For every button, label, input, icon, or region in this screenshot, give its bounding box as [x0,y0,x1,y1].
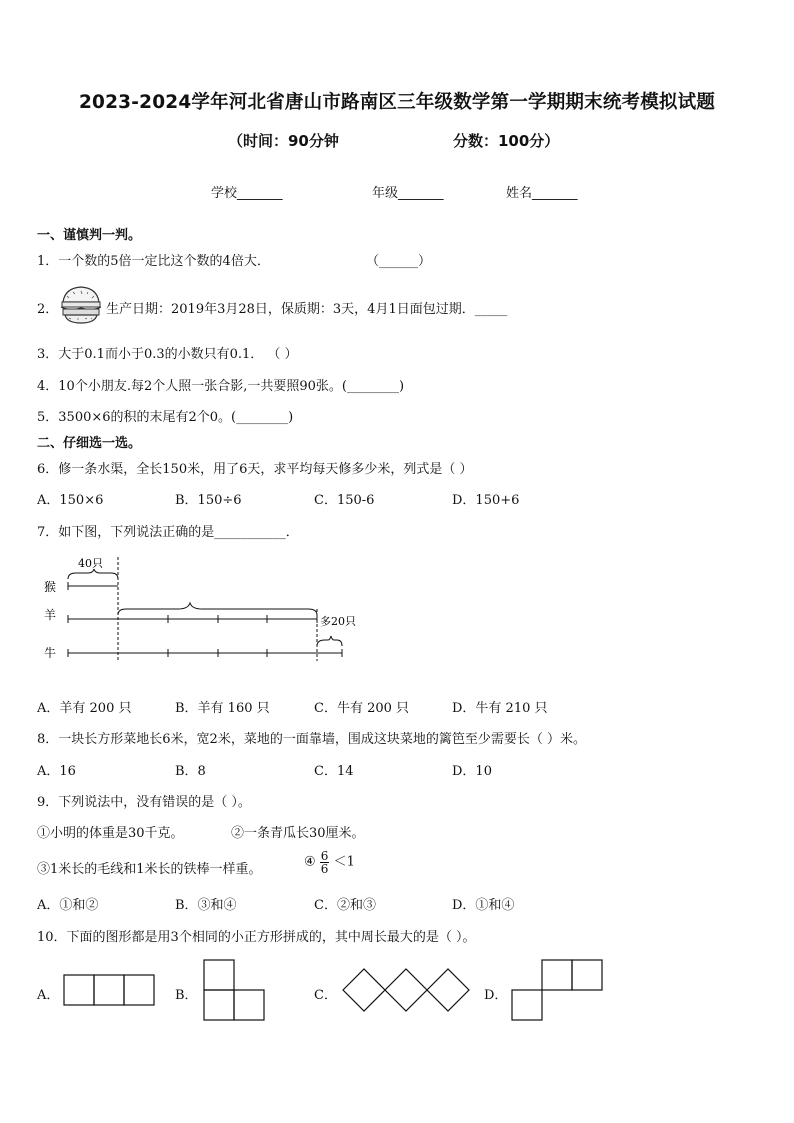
question-5: 5．3500×6的积的末尾有2个0。(________) [37,410,294,425]
q7-option-b[interactable]: B．羊有 160 只 [175,701,270,716]
question-1: 1．一个数的5倍一定比这个数的4倍大． [37,254,270,269]
q7-option-c[interactable]: C．牛有 200 只 [314,701,410,716]
question-4: 4．10个小朋友.每2个人照一张合影,一共要照90张。(________) [37,379,405,394]
q10-option-c[interactable]: C． [314,988,337,1003]
row-label-monkey: 猴 [44,580,57,594]
q7-option-a[interactable]: A．羊有 200 只 [37,701,132,716]
question-1-answer-blank[interactable]: （______） [366,254,432,269]
q10-shape-d [511,959,605,1023]
question-8: 8．一块长方形菜地长6米，宽2米，菜地的一面靠墙，围成这块菜地的篱笆至少需要长（ ）米。 [37,732,586,747]
q9-s4-prefix: ④ [304,854,316,870]
q10-option-d[interactable]: D． [484,988,508,1003]
grade-field[interactable]: 年级_______ [372,186,444,201]
section-heading-1: 一、谨慎判一判。 [37,228,142,243]
q6-option-d[interactable]: D．150+6 [452,493,520,508]
q8-option-c[interactable]: C．14 [314,764,354,779]
q10-shape-b [203,959,267,1023]
label-more-20: 多20只 [320,615,356,628]
page-title: 2023-2024学年河北省唐山市路南区三年级数学第一学期期末统考模拟试题 [78,92,716,113]
q8-option-d[interactable]: D．10 [452,764,492,779]
q8-option-a[interactable]: A．16 [37,764,76,779]
question-7: 7．如下图，下列说法正确的是___________． [37,525,299,540]
q9-statement-2: ②一条青瓜长30厘米。 [231,826,365,841]
q9-statement-3: ③1米长的毛线和1米长的铁棒一样重。 [37,862,262,877]
row-label-sheep: 羊 [44,608,57,622]
section-heading-2: 二、仔细选一选。 [37,436,142,451]
question-2-number: 2． [37,302,59,317]
q9-statement-1: ①小明的体重是30千克。 [37,826,184,841]
q9-option-d[interactable]: D．①和④ [452,898,515,913]
q10-option-b[interactable]: B． [175,988,198,1003]
q6-option-b[interactable]: B．150÷6 [175,493,242,508]
exam-score: 分数：100分） [453,132,560,150]
q9-option-b[interactable]: B．③和④ [175,898,237,913]
q8-option-b[interactable]: B．8 [175,764,206,779]
name-field[interactable]: 姓名_______ [506,186,578,201]
q10-shape-a [63,974,157,1006]
label-40: 40只 [78,557,103,570]
q9-option-a[interactable]: A．①和② [37,898,99,913]
q9-option-c[interactable]: C．②和③ [314,898,376,913]
question-9: 9．下列说法中，没有错误的是（ ）。 [37,795,251,810]
q10-shape-c [341,966,477,1014]
q6-option-a[interactable]: A．150×6 [37,493,104,508]
question-6: 6．修一条水渠，全长150米，用了6天，求平均每天修多少米，列式是（ ） [37,462,473,477]
q7-option-d[interactable]: D．牛有 210 只 [452,701,548,716]
school-field[interactable]: 学校_______ [211,186,283,201]
bread-icon [57,282,105,328]
q9-statement-4 [304,850,355,875]
fraction-numerator: 6 [320,849,329,863]
row-label-cow: 牛 [44,646,57,660]
q9-s4-suffix: ＜1 [333,854,355,870]
fraction-denominator: 6 [320,862,329,876]
exam-time: （时间：90分钟 [228,132,339,150]
question-3: 3．大于0.1而小于0.3的小数只有0.1． （ ） [37,347,298,362]
question-10: 10．下面的图形都是用3个相同的小正方形拼成的，其中周长最大的是（ ）。 [37,930,476,945]
fraction-6-6 [320,850,330,875]
q10-option-a[interactable]: A． [37,988,60,1003]
q7-segment-diagram [38,553,368,663]
question-2: 生产日期：2019年3月28日，保质期：3天，4月1日面包过期．_____ [106,302,508,317]
q6-option-c[interactable]: C．150-6 [314,493,375,508]
